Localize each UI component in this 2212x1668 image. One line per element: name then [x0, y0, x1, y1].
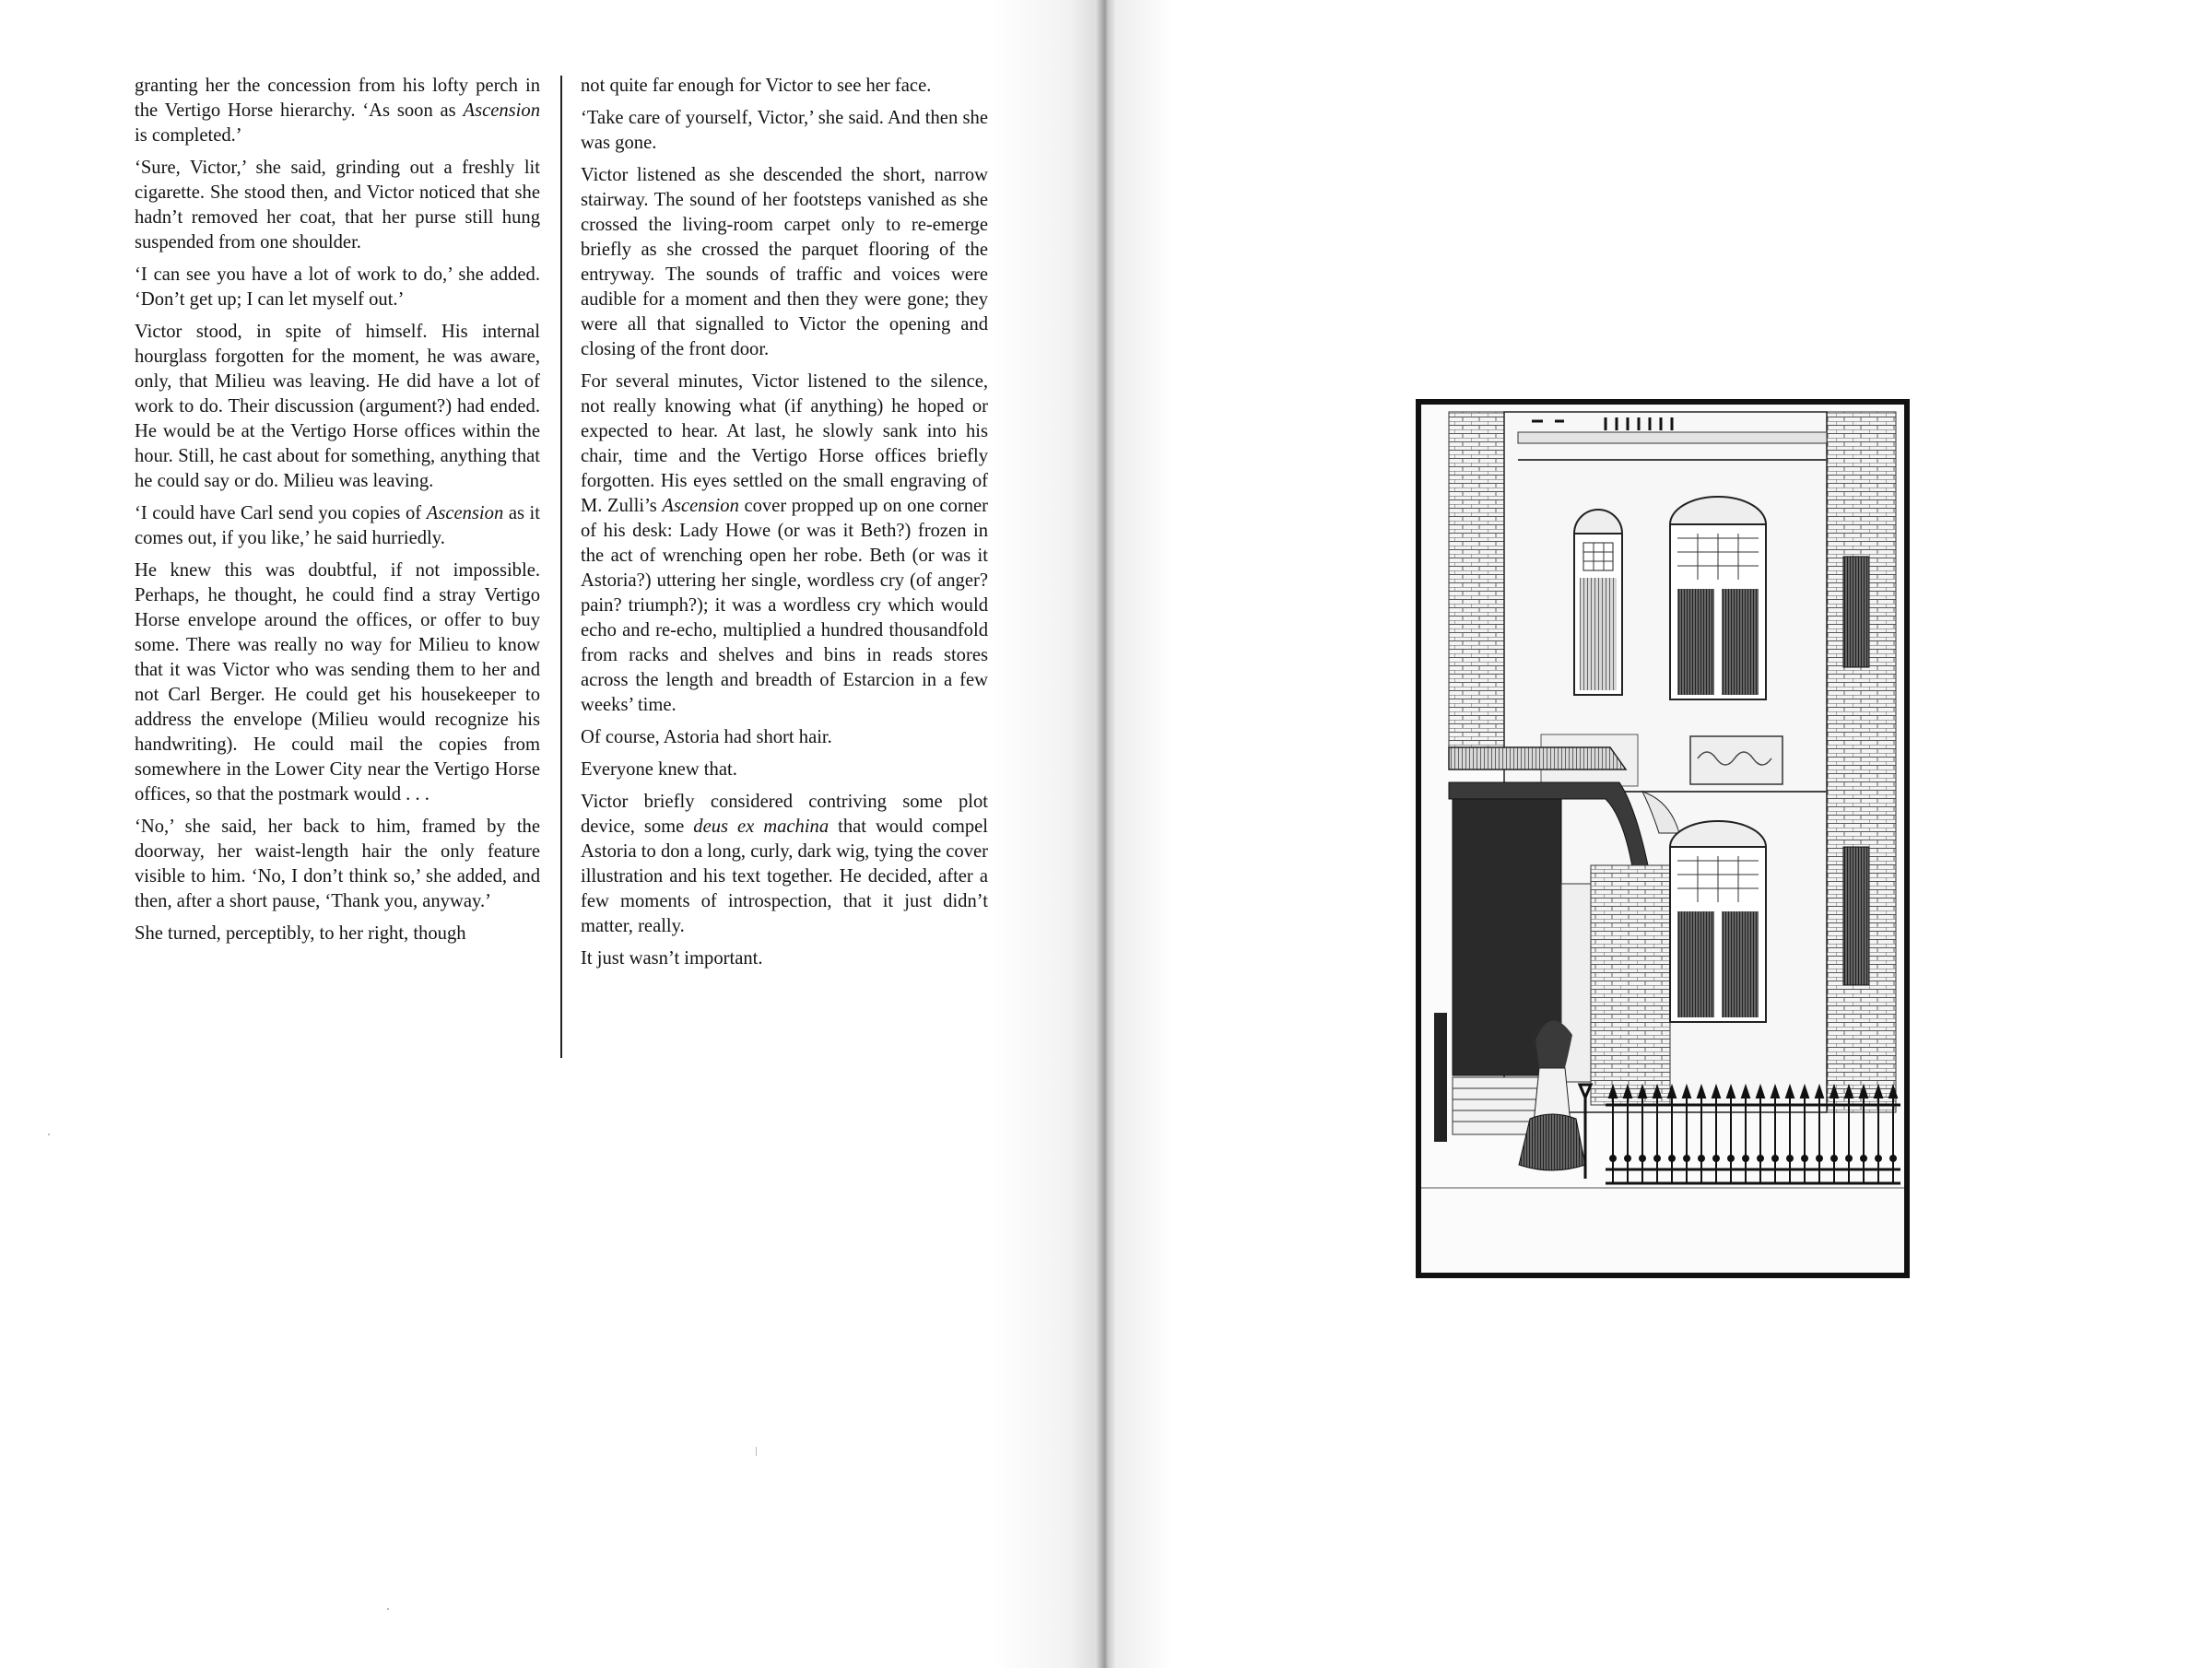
paper-speck [48, 1134, 50, 1135]
paper-speck [756, 1447, 757, 1456]
fence-ornament [1743, 1156, 1748, 1161]
text-column-2 [581, 74, 988, 979]
column-divider [560, 76, 562, 1058]
paragraph: Of course, Astoria had short hair. [581, 727, 832, 747]
paragraph: ‘Take care of yourself, Victor,’ she said. And then she was gone. [581, 108, 988, 153]
fence-ornament [1610, 1156, 1616, 1161]
paragraph: She turned, perceptibly, to her right, though [135, 923, 466, 944]
italic-title: Ascension [662, 496, 739, 516]
italic-title: deus ex machina [693, 816, 830, 837]
paragraph: He knew this was doubtful, if not impossible. Perhaps, he thought, he could find a stray Vertigo Horse envelope around the offices, or offer to buy some. There was really no way for Milieu to know that it was Victor who was sending them to her and not Carl Berger. He could get his housekeeper to address the envelope (Milieu would recognize his handwriting). He could mail the copies from somewhere in the Lower City near the Vertigo Horse offices, so that the postmark would . . . [135, 560, 540, 805]
fence-ornament [1772, 1156, 1778, 1161]
paragraph: Victor stood, in spite of himself. His internal hourglass forgotten for the moment, he was aware, only, that Milieu was leaving. He did have a lot of work to do. Their discussion (argument?) had ended. He would be at the Vertigo Horse offices within the hour. Still, he cast about for something, anything that he could say or do. Milieu was leaving. [135, 322, 540, 491]
paragraph: Victor briefly considered contriving some plot device, some deus ex machina that would compel Astoria to don a long, curly, dark wig, tying the cover illustration and his text together. He decided, after a few moments of introspection, that it just didn’t matter, really. [581, 792, 989, 936]
italic-title: Ascension [426, 503, 504, 523]
fence-ornament [1625, 1156, 1630, 1161]
paragraph: granting her the concession from his lofty perch in the Vertigo Horse hierarchy. ‘As soon as Ascension is completed.’ [135, 76, 540, 146]
paragraph: For several minutes, Victor listened to the silence, not really knowing what (if anything) he hoped or expected to hear. At last, he slowly sank into his chair, time and the Vertigo Horse offices briefly forgotten. His eyes settled on the small engraving of M. Zulli’s Ascension cover propped up on one corner of his desk: Lady Howe (or was it Beth?) frozen in the act of wrenching open her robe. Beth (or was it Astoria?) uttering her single, wordless cry (of anger? pain? triumph?); it was a wordless cry which would echo and re-echo, multiplied a hundred thousandfold from racks and shelves and bins in reads stores across the length and breadth of Estarcion in a few weeks’ time. [581, 371, 988, 715]
italic-title: Ascension [463, 100, 540, 121]
paragraph: not quite far enough for Victor to see her face. [581, 76, 932, 96]
paragraph: ‘I can see you have a lot of work to do,’ she added. ‘Don’t get up; I can let myself out.’ [135, 264, 540, 310]
paragraph: Everyone knew that. [581, 759, 737, 780]
townhouse-illustration [1421, 405, 1904, 1273]
fence-ornament [1713, 1156, 1719, 1161]
paragraph: ‘Sure, Victor,’ she said, grinding out a freshly lit cigarette. She stood then, and Victor noticed that she hadn’t removed her coat, that her purse still hung suspended from one shoulder. [135, 158, 540, 253]
fence-ornament [1787, 1156, 1793, 1161]
fence-ornament [1846, 1156, 1852, 1161]
fence-ornament [1817, 1156, 1822, 1161]
fence-ornament [1640, 1156, 1645, 1161]
fence-ornament [1861, 1156, 1866, 1161]
paper-speck [387, 1608, 389, 1610]
fence-ornament [1758, 1156, 1763, 1161]
left-page [0, 0, 1102, 1668]
text-column-1 [135, 74, 540, 954]
fence-ornament [1684, 1156, 1689, 1161]
paragraph: It just wasn’t important. [581, 948, 763, 969]
paragraph: ‘I could have Carl send you copies of Ascension as it comes out, if you like,’ he said hurriedly. [135, 503, 540, 548]
fence-ornament [1728, 1156, 1734, 1161]
fence-ornament [1699, 1156, 1704, 1161]
fence-ornament [1876, 1156, 1881, 1161]
fence-ornament [1654, 1156, 1660, 1161]
fence-ornament [1669, 1156, 1675, 1161]
gutter-shadow [1095, 0, 1117, 1668]
townhouse-engraving-icon [1416, 399, 1910, 1278]
paragraph: ‘No,’ she said, her back to him, framed by the doorway, her waist-length hair the only feature visible to him. ‘No, I don’t think so,’ she added, and then, after a short pause, ‘Thank you, anyway.’ [135, 816, 540, 911]
paragraph: Victor listened as she descended the short, narrow stairway. The sound of her footsteps vanished as she crossed the living-room carpet only to re-emerge briefly as she crossed the parquet flooring of the entryway. The sounds of traffic and voices were audible for a moment and then they were gone; they were all that signalled to Victor the opening and closing of the front door. [581, 165, 988, 359]
fence-ornament [1802, 1156, 1807, 1161]
fence-ornament [1890, 1156, 1896, 1161]
fence-ornament [1831, 1156, 1837, 1161]
